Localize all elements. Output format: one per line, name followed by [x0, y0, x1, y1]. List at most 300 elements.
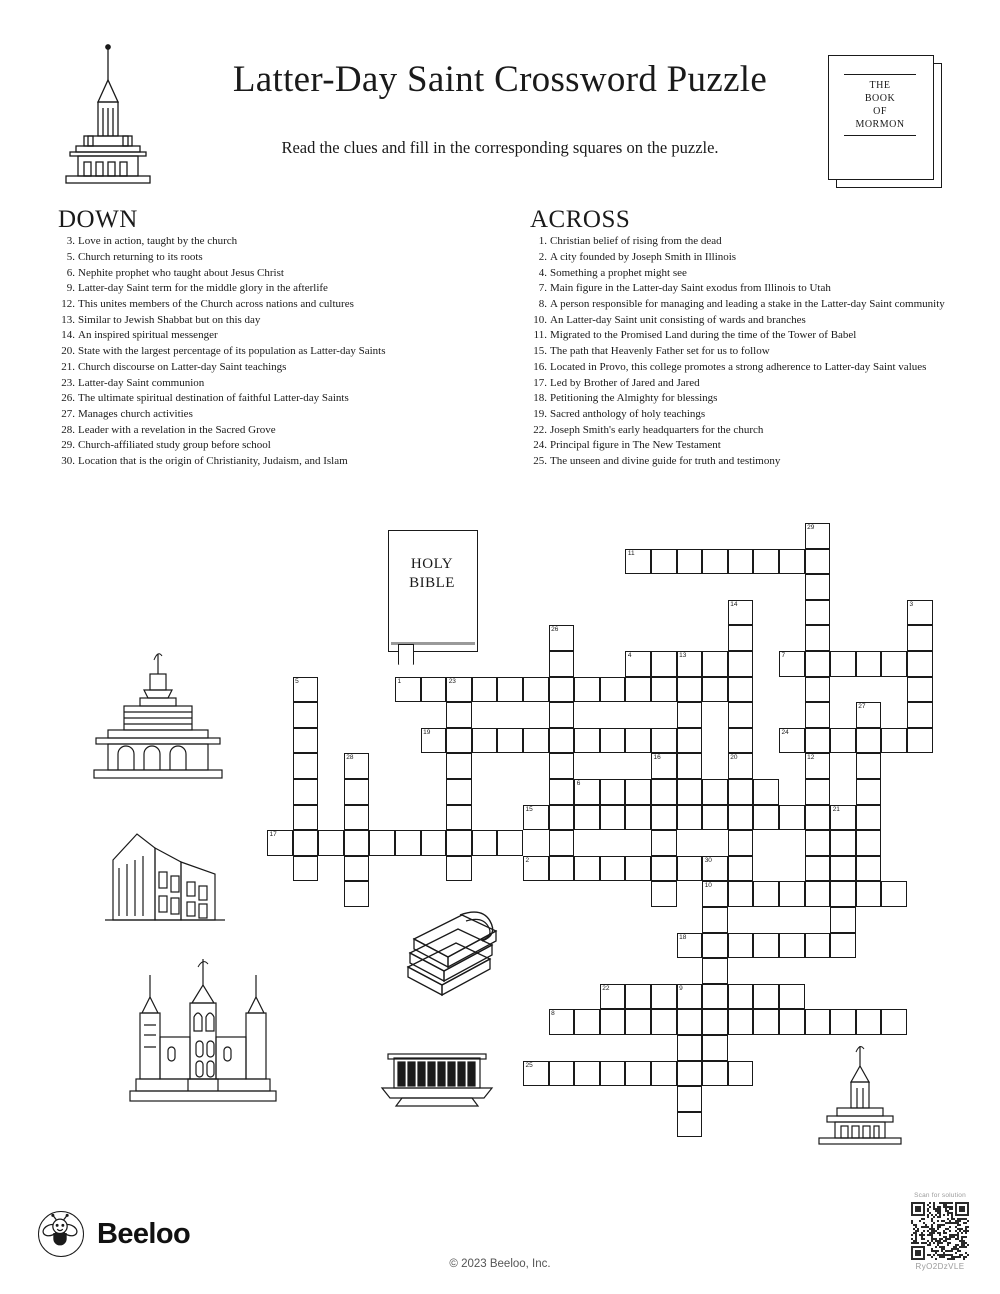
crossword-cell[interactable] — [600, 677, 626, 703]
crossword-cell[interactable] — [805, 881, 831, 907]
crossword-cell[interactable] — [651, 881, 677, 907]
down-clue-text: Latter-day Saint communion — [78, 376, 205, 389]
crossword-cell[interactable] — [549, 728, 575, 754]
crossword-cell[interactable] — [728, 1061, 754, 1087]
crossword-cell[interactable] — [702, 1061, 728, 1087]
crossword-cell[interactable] — [677, 728, 703, 754]
copyright-text: © 2023 Beeloo, Inc. — [449, 1258, 551, 1270]
crossword-cell[interactable] — [497, 728, 523, 754]
crossword-cell[interactable] — [651, 728, 677, 754]
crossword-cell[interactable] — [651, 984, 677, 1010]
crossword-cell[interactable] — [574, 1061, 600, 1087]
crossword-cell-number: 8 — [551, 1010, 555, 1018]
crossword-cell[interactable] — [702, 856, 728, 882]
crossword-cell[interactable] — [702, 1009, 728, 1035]
crossword-cell[interactable] — [728, 677, 754, 703]
crossword-cell[interactable] — [549, 830, 575, 856]
crossword-cell[interactable] — [549, 625, 575, 651]
crossword-cell[interactable] — [600, 1061, 626, 1087]
crossword-cell[interactable] — [728, 600, 754, 626]
crossword-cell[interactable] — [344, 753, 370, 779]
crossword-cell[interactable] — [625, 805, 651, 831]
crossword-cell[interactable] — [344, 830, 370, 856]
crossword-cell-number: 5 — [295, 677, 299, 685]
crossword-cell[interactable] — [651, 549, 677, 575]
down-clue-text: Church returning to its roots — [78, 250, 203, 263]
crossword-cell[interactable] — [779, 651, 805, 677]
crossword-cell[interactable] — [779, 984, 805, 1010]
crossword-cell-number: 26 — [551, 626, 559, 634]
crossword-cell[interactable] — [600, 856, 626, 882]
crossword-cell[interactable] — [907, 702, 933, 728]
crossword-cell[interactable] — [625, 984, 651, 1010]
crossword-cell[interactable] — [779, 805, 805, 831]
crossword-cell[interactable] — [549, 753, 575, 779]
crossword-cell[interactable] — [318, 830, 344, 856]
crossword-cell[interactable] — [651, 830, 677, 856]
down-clue-text: The ultimate spiritual destination of faithful Latter-day Saints — [78, 392, 349, 405]
crossword-cell[interactable] — [779, 933, 805, 959]
across-clue-number: 1. — [538, 235, 547, 248]
crossword-cell[interactable] — [779, 1009, 805, 1035]
across-clue-text: Migrated to the Promised Land during the time of the Tower of Babel — [550, 329, 857, 342]
crossword-cell[interactable] — [702, 805, 728, 831]
down-clue-number: 5. — [66, 250, 75, 263]
across-clue-text: Joseph Smith's early headquarters for the church — [550, 423, 764, 436]
crossword-cell[interactable] — [549, 779, 575, 805]
crossword-cell[interactable] — [881, 1009, 907, 1035]
crossword-cell-number: 15 — [525, 805, 533, 813]
crossword-cell[interactable] — [779, 728, 805, 754]
crossword-cell[interactable] — [651, 651, 677, 677]
crossword-cell[interactable] — [677, 1035, 703, 1061]
down-clue-text: Similar to Jewish Shabbat but on this day — [78, 313, 261, 326]
down-clue-number: 23. — [61, 376, 75, 389]
crossword-cell[interactable] — [446, 702, 472, 728]
crossword-cell[interactable] — [881, 651, 907, 677]
crossword-cell[interactable] — [805, 600, 831, 626]
crossword-cell-number: 9 — [679, 984, 683, 992]
crossword-cell[interactable] — [446, 779, 472, 805]
crossword-cell[interactable] — [549, 1009, 575, 1035]
crossword-cell-number: 21 — [832, 805, 840, 813]
crossword-cell[interactable] — [805, 574, 831, 600]
crossword-cell[interactable] — [421, 830, 447, 856]
book-rule-bottom — [844, 135, 916, 136]
crossword-cell[interactable] — [856, 805, 882, 831]
crossword-cell[interactable] — [677, 856, 703, 882]
across-clue-text: Led by Brother of Jared and Jared — [550, 376, 700, 389]
crossword-cell[interactable] — [293, 677, 319, 703]
down-clue-number: 14. — [61, 329, 75, 342]
crossword-cell[interactable] — [805, 753, 831, 779]
bee-icon — [38, 1211, 84, 1257]
crossword-cell[interactable] — [600, 779, 626, 805]
crossword-cell[interactable] — [805, 702, 831, 728]
crossword-cell[interactable] — [446, 830, 472, 856]
crossword-cell[interactable] — [728, 779, 754, 805]
across-clue-number: 8. — [538, 298, 547, 311]
crossword-cell[interactable] — [421, 728, 447, 754]
crossword-cell[interactable] — [702, 677, 728, 703]
crossword-cell[interactable] — [600, 728, 626, 754]
across-clue-text: A person responsible for managing and leading a stake in the Latter-day Saint community — [550, 298, 945, 311]
across-clue-number: 7. — [538, 282, 547, 295]
crossword-cell-number: 11 — [627, 549, 635, 557]
down-clue-text: Church-affiliated study group before school — [78, 439, 271, 452]
crossword-cell[interactable] — [805, 830, 831, 856]
down-clue-number: 12. — [61, 298, 75, 311]
bom-line-4: MORMON — [855, 119, 905, 130]
across-clue-number: 24. — [533, 439, 547, 452]
down-clue-number: 30. — [61, 455, 75, 468]
crossword-cell[interactable] — [702, 907, 728, 933]
across-clue-number: 15. — [533, 345, 547, 358]
crossword-cell[interactable] — [625, 677, 651, 703]
crossword-cell[interactable] — [293, 856, 319, 882]
crossword-cell[interactable] — [830, 907, 856, 933]
down-clue-text: An inspired spiritual messenger — [78, 329, 218, 342]
crossword-cell[interactable] — [625, 1009, 651, 1035]
across-clue-number: 4. — [538, 266, 547, 279]
across-clue-text: Something a prophet might see — [550, 266, 687, 279]
crossword-cell[interactable] — [549, 677, 575, 703]
across-clue-number: 10. — [533, 313, 547, 326]
crossword-cell[interactable] — [293, 753, 319, 779]
across-clue-number: 22. — [533, 423, 547, 436]
crossword-cell[interactable] — [625, 779, 651, 805]
across-clue-number: 19. — [533, 407, 547, 420]
crossword-cell-number: 10 — [704, 882, 712, 890]
crossword-cell[interactable] — [267, 830, 293, 856]
crossword-cell[interactable] — [497, 677, 523, 703]
down-clue-number: 3. — [66, 235, 75, 248]
down-clue-number: 20. — [61, 345, 75, 358]
crossword-cell[interactable] — [856, 1009, 882, 1035]
crossword-cell-number: 25 — [525, 1061, 533, 1069]
crossword-cell[interactable] — [856, 651, 882, 677]
across-clue-text: The unseen and divine guide for truth and testimony — [550, 455, 781, 468]
crossword-cell[interactable] — [728, 625, 754, 651]
crossword-cell[interactable] — [805, 677, 831, 703]
crossword-cell[interactable] — [369, 830, 395, 856]
book-of-mormon-illustration — [828, 55, 944, 190]
crossword-cell[interactable] — [625, 728, 651, 754]
crossword-cell[interactable] — [702, 958, 728, 984]
crossword-cell[interactable] — [728, 753, 754, 779]
crossword-cell-number: 24 — [781, 728, 789, 736]
across-clue-text: Sacred anthology of holy teachings — [550, 407, 706, 420]
crossword-cell[interactable] — [574, 728, 600, 754]
across-clue-text: Principal figure in The New Testament — [550, 439, 721, 452]
crossword-cell[interactable] — [574, 677, 600, 703]
crossword-cell[interactable] — [881, 881, 907, 907]
across-clue-text: Christian belief of rising from the dead — [550, 235, 722, 248]
crossword-cell-number: 17 — [269, 831, 277, 839]
crossword-cell[interactable] — [856, 830, 882, 856]
crossword-cell[interactable] — [830, 933, 856, 959]
crossword-cell[interactable] — [523, 805, 549, 831]
crossword-cell[interactable] — [574, 779, 600, 805]
crossword-cell[interactable] — [293, 830, 319, 856]
crossword-cell[interactable] — [728, 805, 754, 831]
down-clue-text: Latter-day Saint term for the middle glory in the afterlife — [78, 282, 328, 295]
crossword-cell[interactable] — [805, 625, 831, 651]
crossword-cell[interactable] — [830, 805, 856, 831]
down-clue-number: 28. — [61, 423, 75, 436]
crossword-cell-number: 23 — [448, 677, 456, 685]
crossword-cell[interactable] — [677, 1112, 703, 1138]
qr-caption: Scan for solution — [914, 1192, 966, 1199]
crossword-cell[interactable] — [293, 779, 319, 805]
crossword-cell[interactable] — [625, 549, 651, 575]
crossword-cell[interactable] — [523, 728, 549, 754]
crossword-cell[interactable] — [702, 881, 728, 907]
page-title: Latter-Day Saint Crossword Puzzle — [232, 59, 768, 100]
crossword-cell[interactable] — [600, 805, 626, 831]
crossword-cell[interactable] — [677, 805, 703, 831]
crossword-cell[interactable] — [677, 753, 703, 779]
crossword-cell[interactable] — [472, 677, 498, 703]
crossword-cell[interactable] — [753, 805, 779, 831]
crossword-cell[interactable] — [856, 856, 882, 882]
crossword-cell[interactable] — [574, 856, 600, 882]
across-clue-number: 16. — [533, 360, 547, 373]
crossword-cell[interactable] — [395, 830, 421, 856]
crossword-cell[interactable] — [446, 677, 472, 703]
crossword-cell[interactable] — [677, 1086, 703, 1112]
book-of-mormon-text — [828, 79, 932, 131]
book-rule-top — [844, 74, 916, 75]
crossword-cell[interactable] — [728, 984, 754, 1010]
across-clue-number: 25. — [533, 455, 547, 468]
crossword-cell[interactable] — [651, 1009, 677, 1035]
crossword-cell[interactable] — [344, 805, 370, 831]
down-clue-text: Love in action, taught by the church — [78, 235, 238, 248]
crossword-cell[interactable] — [753, 881, 779, 907]
down-clue-number: 27. — [61, 407, 75, 420]
crossword-cell[interactable] — [728, 856, 754, 882]
crossword-cell[interactable] — [805, 728, 831, 754]
crossword-cell-number: 29 — [807, 524, 815, 531]
crossword-cell[interactable] — [728, 933, 754, 959]
crossword-cell-number: 16 — [653, 754, 661, 762]
crossword-cell-number: 14 — [730, 600, 738, 608]
across-clue-number: 18. — [533, 392, 547, 405]
down-clue-text: Manages church activities — [78, 407, 193, 420]
crossword-cell[interactable] — [805, 779, 831, 805]
down-clue-text: Nephite prophet who taught about Jesus Christ — [78, 266, 284, 279]
crossword-cell[interactable] — [753, 984, 779, 1010]
crossword-cell[interactable] — [830, 1009, 856, 1035]
crossword-cell[interactable] — [600, 1009, 626, 1035]
crossword-cell-number: 6 — [576, 780, 581, 787]
crossword-cell[interactable] — [625, 856, 651, 882]
crossword-cell-number: 1 — [397, 677, 402, 685]
bible-line-2: BIBLE — [409, 575, 455, 591]
crossword-cell[interactable] — [881, 728, 907, 754]
crossword-cell-number: 7 — [781, 652, 786, 659]
crossword-cell[interactable] — [549, 805, 575, 831]
crossword-cell-number: 30 — [704, 856, 712, 864]
crossword-cell[interactable] — [728, 1009, 754, 1035]
crossword-cell[interactable] — [907, 625, 933, 651]
crossword-cell[interactable] — [907, 677, 933, 703]
crossword-cell[interactable] — [625, 1061, 651, 1087]
crossword-cell[interactable] — [830, 651, 856, 677]
crossword-cell[interactable] — [830, 881, 856, 907]
across-clue-text: Main figure in the Latter-day Saint exodus from Illinois to Utah — [550, 282, 831, 295]
crossword-cell[interactable] — [907, 728, 933, 754]
crossword-cell[interactable] — [523, 1061, 549, 1087]
down-clue-text: Leader with a revelation in the Sacred Grove — [78, 423, 276, 436]
down-clue-text: Church discourse on Latter-day Saint teachings — [78, 360, 287, 373]
qr-code-text: RyO2DzVLE — [915, 1262, 965, 1271]
crossword-cell[interactable] — [677, 933, 703, 959]
crossword-cell[interactable] — [523, 677, 549, 703]
crossword-cell[interactable] — [805, 805, 831, 831]
crossword-cell[interactable] — [549, 651, 575, 677]
crossword-cell[interactable] — [677, 1061, 703, 1087]
crossword-cell[interactable] — [830, 830, 856, 856]
crossword-cell-number: 22 — [602, 984, 610, 992]
crossword-cell[interactable] — [677, 1009, 703, 1035]
crossword-cell[interactable] — [728, 651, 754, 677]
across-clue-number: 11. — [533, 329, 547, 342]
crossword-cell[interactable] — [907, 600, 933, 626]
across-clue-text: The path that Heavenly Father set for us to follow — [550, 345, 770, 358]
crossword-cell[interactable] — [805, 933, 831, 959]
crossword-cell[interactable] — [677, 677, 703, 703]
crossword-cell[interactable] — [779, 881, 805, 907]
crossword-cell[interactable] — [446, 805, 472, 831]
crossword-cell[interactable] — [677, 984, 703, 1010]
down-clue-number: 21. — [61, 360, 75, 373]
across-clue-text: Petitioning the Almighty for blessings — [550, 392, 718, 405]
crossword-cell[interactable] — [702, 1035, 728, 1061]
down-clue-text: This unites members of the Church across nations and cultures — [78, 298, 354, 311]
crossword-cell[interactable] — [446, 856, 472, 882]
crossword-cell[interactable] — [600, 984, 626, 1010]
bible-line-1: HOLY — [410, 556, 454, 572]
brand-name: Beeloo — [97, 1217, 191, 1250]
crossword-cell[interactable] — [677, 702, 703, 728]
crossword-cell-number: 12 — [807, 754, 815, 762]
crossword-cell[interactable] — [702, 933, 728, 959]
crossword-cell[interactable] — [549, 856, 575, 882]
down-clue-number: 9. — [66, 282, 75, 295]
crossword-cell[interactable] — [856, 753, 882, 779]
crossword-cell[interactable] — [344, 779, 370, 805]
crossword-cell[interactable] — [805, 549, 831, 575]
across-heading: ACROSS — [530, 206, 631, 233]
crossword-cell[interactable] — [753, 779, 779, 805]
crossword-cell[interactable] — [702, 651, 728, 677]
crossword-cell[interactable] — [395, 677, 421, 703]
crossword-cell[interactable] — [856, 779, 882, 805]
down-clue-number: 29. — [61, 439, 75, 452]
crossword-cell[interactable] — [472, 728, 498, 754]
crossword-cell-number: 27 — [858, 703, 866, 711]
bom-line-1: THE — [869, 80, 891, 91]
crossword-cell[interactable] — [446, 728, 472, 754]
crossword-cell[interactable] — [293, 728, 319, 754]
crossword-cell[interactable] — [753, 549, 779, 575]
crossword-cell[interactable] — [779, 549, 805, 575]
crossword-cell-number: 2 — [525, 856, 530, 864]
crossword-cell[interactable] — [805, 523, 831, 549]
crossword-cell[interactable] — [344, 881, 370, 907]
crossword-cell[interactable] — [677, 651, 703, 677]
crossword-cell[interactable] — [523, 856, 549, 882]
crossword-cell[interactable] — [651, 1061, 677, 1087]
crossword-cell[interactable] — [805, 651, 831, 677]
crossword-cell[interactable] — [856, 702, 882, 728]
crossword-cell[interactable] — [421, 677, 447, 703]
crossword-cell[interactable] — [651, 753, 677, 779]
crossword-cell[interactable] — [625, 651, 651, 677]
across-clue-text: An Latter-day Saint unit consisting of wards and branches — [550, 313, 806, 326]
crossword-cell[interactable] — [702, 984, 728, 1010]
crossword-cell[interactable] — [728, 881, 754, 907]
across-clue-text: Located in Provo, this college promotes a strong adherence to Latter-day Saint values — [550, 360, 927, 373]
crossword-cell[interactable] — [702, 549, 728, 575]
crossword-cell[interactable] — [446, 753, 472, 779]
crossword-cell[interactable] — [856, 881, 882, 907]
crossword-cell[interactable] — [472, 830, 498, 856]
crossword-cell-number: 4 — [627, 652, 632, 659]
crossword-cell[interactable] — [549, 1061, 575, 1087]
crossword-cell[interactable] — [344, 856, 370, 882]
qr-code-image[interactable] — [911, 1202, 969, 1260]
qr-solution-block[interactable] — [908, 1192, 972, 1271]
crossword-cell[interactable] — [753, 1009, 779, 1035]
crossword-cell[interactable] — [651, 856, 677, 882]
bom-line-2: BOOK — [864, 93, 896, 104]
crossword-cell[interactable] — [830, 728, 856, 754]
crossword-cell[interactable] — [805, 856, 831, 882]
bom-line-3: OF — [873, 106, 887, 117]
crossword-cell[interactable] — [677, 549, 703, 575]
crossword-cell[interactable] — [856, 728, 882, 754]
crossword-cell[interactable] — [805, 1009, 831, 1035]
across-clue-number: 17. — [533, 376, 547, 389]
crossword-cell[interactable] — [497, 830, 523, 856]
crossword-cell[interactable] — [651, 779, 677, 805]
crossword-cell[interactable] — [293, 702, 319, 728]
crossword-cell-number: 20 — [730, 754, 738, 762]
crossword-cell-number: 3 — [909, 600, 914, 608]
crossword-cell[interactable] — [728, 728, 754, 754]
crossword-cell[interactable] — [651, 805, 677, 831]
crossword-cell[interactable] — [549, 702, 575, 728]
crossword-cell[interactable] — [728, 830, 754, 856]
down-clue-text: State with the largest percentage of its population as Latter-day Saints — [78, 345, 386, 358]
crossword-cell[interactable] — [651, 677, 677, 703]
crossword-cell[interactable] — [574, 1009, 600, 1035]
crossword-cell[interactable] — [574, 805, 600, 831]
down-clue-number: 26. — [61, 392, 75, 405]
crossword-cell[interactable] — [702, 779, 728, 805]
crossword-cell[interactable] — [677, 779, 703, 805]
crossword-cell[interactable] — [293, 805, 319, 831]
crossword-cell[interactable] — [907, 651, 933, 677]
crossword-cell[interactable] — [728, 702, 754, 728]
crossword-cell[interactable] — [728, 549, 754, 575]
down-heading: DOWN — [58, 206, 138, 233]
crossword-cell[interactable] — [753, 933, 779, 959]
crossword-cell[interactable] — [830, 856, 856, 882]
